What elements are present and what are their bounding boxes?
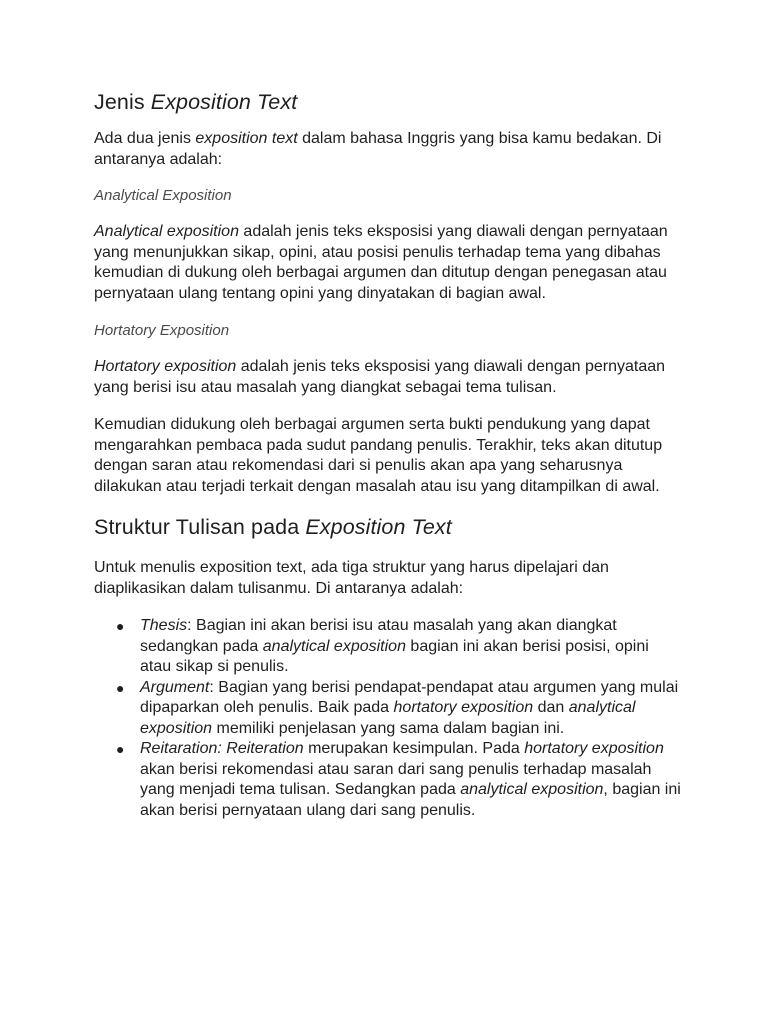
intro-text: Ada dua jenis [94, 130, 196, 147]
subheading-hortatory-exposition: Hortatory Exposition [94, 322, 230, 339]
document-page [94, 86, 684, 821]
item-italic: hortatory exposition [524, 740, 664, 757]
analytical-term: Analytical exposition [94, 223, 239, 240]
heading-struktur-tulisan [94, 513, 684, 541]
item-term: Thesis [140, 617, 188, 634]
heading-jenis-exposition-text [94, 88, 684, 116]
intro-text: dalam bahasa Inggris yang bisa kamu bedakan. Di antaranya adalah: [94, 130, 662, 168]
analytical-text: adalah jenis teks eksposisi yang diawali dengan pernyataan yang menunjukkan sikap, opini, atau posisi penulis terhadap tema yang dibahas kemudian di dukung oleh berbagai argumen dan ditutup dengan penegasan atau pernyataan ulang tentang opini yang dinyatakan di bagian awal. [94, 223, 668, 302]
struktur-intro-paragraph: Untuk menulis exposition text, ada tiga struktur yang harus dipelajari dan diaplikasikan dalam tulisanmu. Di antaranya adalah: [94, 559, 609, 597]
list-item-reiteration [94, 739, 684, 821]
analytical-paragraph [94, 222, 684, 304]
item-text: : Bagian yang berisi pendapat-pendapat atau argumen yang mulai dipaparkan oleh penulis. Baik pada [140, 678, 679, 716]
item-italic: analytical exposition [140, 699, 636, 737]
item-text: , bagian ini akan berisi pernyataan ulang dari sang penulis. [140, 781, 681, 819]
list-item-thesis [94, 616, 684, 678]
item-italic: hortatory exposition [393, 699, 534, 716]
structure-list [94, 616, 684, 821]
heading-plain: Struktur Tulisan pada [94, 515, 306, 539]
heading-plain: Jenis [94, 90, 151, 114]
hortatory-term: Hortatory exposition [94, 358, 237, 375]
heading-italic: Exposition Text [305, 515, 452, 539]
subheading-analytical-exposition: Analytical Exposition [94, 187, 232, 204]
item-italic: analytical exposition [262, 637, 406, 655]
item-text: memiliki penjelasan yang sama dalam bagian ini. [212, 719, 565, 737]
item-text: merupakan kesimpulan. Pada [303, 740, 525, 757]
item-term: Argument [140, 678, 210, 696]
item-text: : Bagian ini akan berisi isu atau masalah yang akan diangkat sedangkan pada [140, 617, 617, 655]
item-text: bagian ini akan berisi posisi, opini atau sikap si penulis. [140, 637, 649, 675]
item-italic: analytical exposition [460, 781, 604, 798]
item-text: dan [533, 699, 569, 716]
heading-italic: Exposition Text [150, 90, 298, 114]
item-text: akan berisi rekomendasi atau saran dari sang penulis terhadap masalah yang menjadi tema tulisan. Sedangkan pada [140, 760, 652, 798]
hortatory-text: adalah jenis teks eksposisi yang diawali dengan pernyataan yang berisi isu atau masalah yang diangkat sebagai tema tulisan. [94, 358, 666, 396]
bullet-icon: ● [116, 618, 125, 634]
bullet-icon: ● [116, 741, 125, 757]
hortatory-paragraph [94, 357, 684, 398]
intro-paragraph [94, 129, 684, 170]
intro-italic: exposition text [195, 130, 298, 147]
item-term: Reitaration: Reiteration [140, 740, 304, 757]
hortatory-followup-paragraph: Kemudian didukung oleh berbagai argumen serta bukti pendukung yang dapat mengarahkan pembaca pada sudut pandang penulis. Terakhir, teks akan ditutup dengan saran atau rekomendasi dari si penulis akan apa yang seharusnya dilakukan atau terjadi terkait dengan masalah atau isu yang ditampilkan di awal. [94, 416, 663, 495]
bullet-icon: ● [116, 679, 125, 696]
list-item-argument [94, 678, 684, 740]
